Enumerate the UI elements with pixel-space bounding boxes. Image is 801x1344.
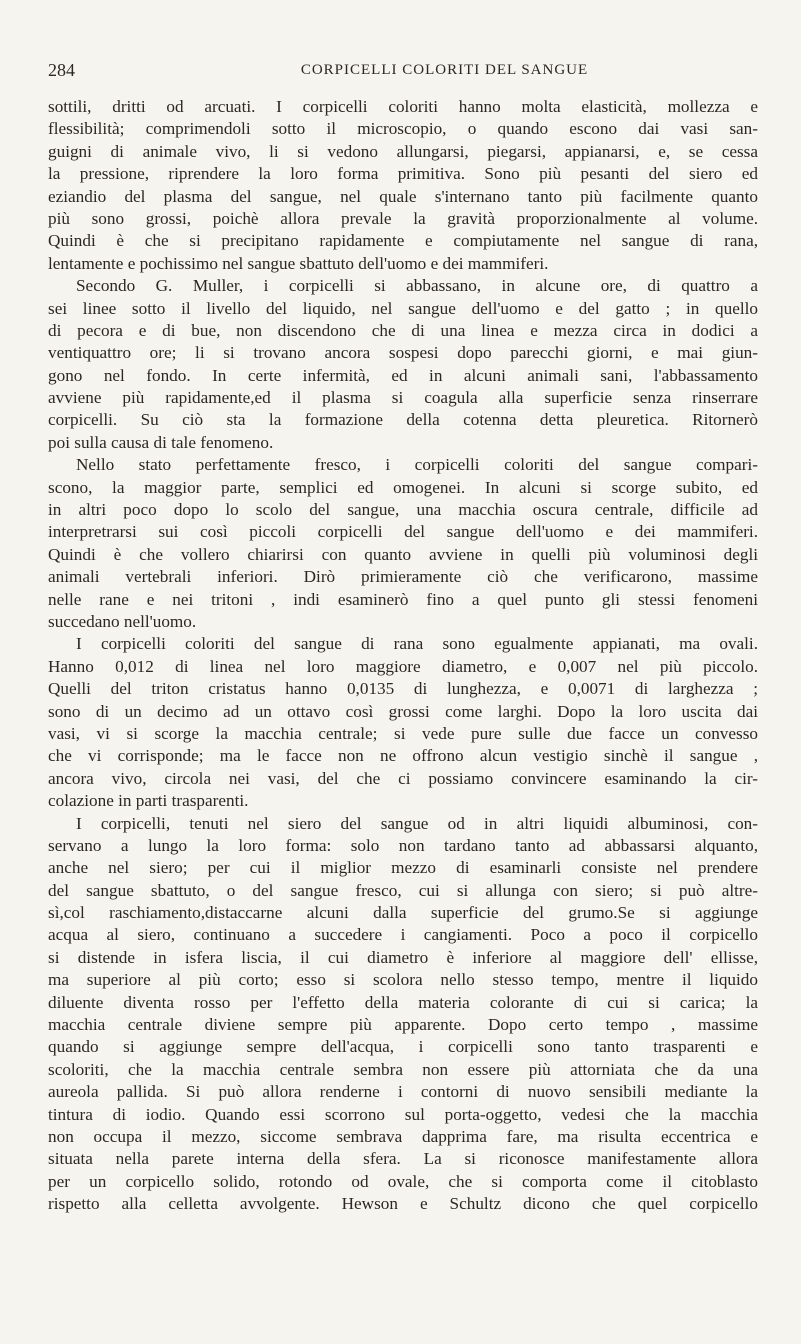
text-line: si distende in isfera liscia, il cui diametro è inferiore al maggiore dell' ellisse, — [48, 947, 758, 967]
text-line: vasi, vi si scorge la macchia centrale; si vede pure sulle due facce un convesso — [48, 723, 758, 743]
text-line: aureola pallida. Si può allora renderne i contorni di nuovo sensibili mediante la — [48, 1082, 758, 1102]
text-line: sì,col raschiamento,distaccarne alcuni dalla superficie del grumo.Se si aggiunge — [48, 903, 758, 923]
text-line: del sangue sbattuto, o del sangue fresco, cui si allunga con siero; si può altre- — [48, 880, 758, 900]
text-line: la pressione, riprendere la loro forma primitiva. Sono più pesanti del siero ed — [48, 164, 758, 184]
text-line: Quindi è che vollero chiarirsi con quanto avviene in quelli più voluminosi degli — [48, 544, 758, 564]
text-line: sottili, dritti od arcuati. I corpicelli coloriti hanno molta elasticità, mollezza e — [48, 97, 758, 116]
text-line: ma superiore al più corto; esso si scolora nello stesso tempo, mentre il liquido — [48, 970, 758, 990]
text-line: ventiquattro ore; li si trovano ancora sospesi dopo parecchi giorni, e mai giun- — [48, 343, 758, 363]
text-line: rispetto alla celletta avvolgente. Hewson e Schultz dicono che quel corpicello — [48, 1194, 758, 1214]
running-head — [48, 60, 761, 82]
text-line: macchia centrale diviene sempre più apparente. Dopo certo tempo , massime — [48, 1015, 758, 1035]
text-line: Hanno 0,012 di linea nel loro maggiore diametro, e 0,007 nel più piccolo. — [48, 656, 758, 676]
text-line: corpicelli. Su ciò sta la formazione della cotenna detta pleuretica. Ritornerò — [48, 410, 758, 430]
text-line: colazione in parti trasparenti. — [48, 791, 249, 811]
text-line: interpretrarsi sui così piccoli corpicelli del sangue dell'uomo e dei mammiferi. — [48, 522, 758, 542]
text-line: per un corpicello solido, rotondo od ovale, che si comporta come il citoblasto — [48, 1171, 758, 1191]
text-line: poi sulla causa di tale fenomeno. — [48, 432, 274, 452]
running-title: CORPICELLI COLORITI DEL SANGUE — [300, 62, 589, 78]
text-line: I corpicelli, tenuti nel siero del sangue od in altri liquidi albuminosi, con- — [76, 813, 758, 833]
text-line: succedano nell'uomo. — [48, 611, 197, 631]
text-line: che vi corrisponde; ma le facce non ne offrono alcun vestigio sinchè il sangue , — [48, 746, 758, 766]
text-line: Quindi è che si precipitano rapidamente e compiutamente nel sangue di rana, — [48, 231, 758, 251]
text-line: tintura di iodio. Quando essi scorrono sul porta-oggetto, vedesi che la macchia — [48, 1104, 758, 1124]
text-line: anche nel siero; per cui il miglior mezzo di esaminarli consiste nel prendere — [48, 858, 758, 878]
text-line: avviene più rapidamente,ed il plasma si coagula alla superficie senza rinserrare — [48, 388, 758, 408]
text-line: servano a lungo la loro forma: solo non tardano tanto ad abbassarsi alquanto, — [48, 835, 758, 855]
text-line: situata nella parete interna della sfera. La si riconosce manifestamente allora — [48, 1149, 758, 1169]
text-line: quando si aggiunge sempre dell'acqua, i corpicelli sono tanto trasparenti e — [48, 1037, 758, 1057]
text-line: Nello stato perfettamente fresco, i corpicelli coloriti del sangue compari- — [76, 455, 758, 475]
text-line: Secondo G. Muller, i corpicelli si abbassano, in alcune ore, di quattro a — [76, 276, 758, 296]
text-line: scono, la maggior parte, semplici ed omogenei. In alcuni si scorge subito, ed — [48, 477, 758, 497]
text-line: Quelli del triton cristatus hanno 0,0135 di lunghezza, e 0,0071 di larghezza ; — [48, 679, 758, 699]
text-line: ancora vivo, circola nei vasi, del che ci possiamo convincere esaminando la cir- — [48, 768, 758, 788]
text-line: animali vertebrali inferiori. Dirò primieramente ciò che verificarono, massime — [48, 567, 758, 587]
text-line: sono di un decimo ad un ottavo così grossi come larghi. Dopo la loro uscita dai — [48, 701, 758, 721]
text-line: sei linee sotto il livello del liquido, nel sangue dell'uomo e del gatto ; in quello — [48, 298, 758, 318]
text-line: lentamente e pochissimo nel sangue sbattuto dell'uomo e dei mammiferi. — [48, 253, 549, 273]
text-line: acqua al siero, continuano a succedere i cangiamenti. Poco a poco il corpicello — [48, 925, 758, 945]
text-line: flessibilità; comprimendoli sotto il microscopio, o quando escono dai vasi san- — [48, 119, 758, 139]
text-line: nelle rane e nei tritoni , indi esaminerò fino a quel punto gli stessi fenomeni — [48, 589, 758, 609]
body-text — [48, 96, 758, 1216]
text-line: I corpicelli coloriti del sangue di rana sono egualmente appianati, ma ovali. — [76, 634, 758, 654]
page-number: 284 — [48, 60, 75, 80]
text-line: eziandio del plasma del sangue, nel quale s'internano tanto più facilmente quanto — [48, 186, 758, 206]
text-line: gono nel fondo. In certe infermità, ed in alcuni animali sani, l'abbassamento — [48, 365, 758, 385]
text-line: guigni di animale vivo, li si vedono allungarsi, piegarsi, appianarsi, e, se cessa — [48, 141, 758, 161]
text-line: in altri poco dopo lo scolo del sangue, una macchia oscura centrale, difficile ad — [48, 500, 758, 520]
text-line: diluente diventa rosso per l'effetto della materia colorante di cui si carica; la — [48, 992, 758, 1012]
text-line: scoloriti, che la macchia centrale sembra non essere più attorniata che da una — [48, 1059, 758, 1079]
text-line: di pecora e di bue, non discendono che di una linea e mezza circa in dodici a — [48, 320, 758, 340]
text-line: non occupa il mezzo, siccome sembrava dapprima fare, ma risulta eccentrica e — [48, 1126, 758, 1146]
text-line: più sono grossi, poichè allora prevale la gravità proporzionalmente al volume. — [48, 208, 758, 228]
